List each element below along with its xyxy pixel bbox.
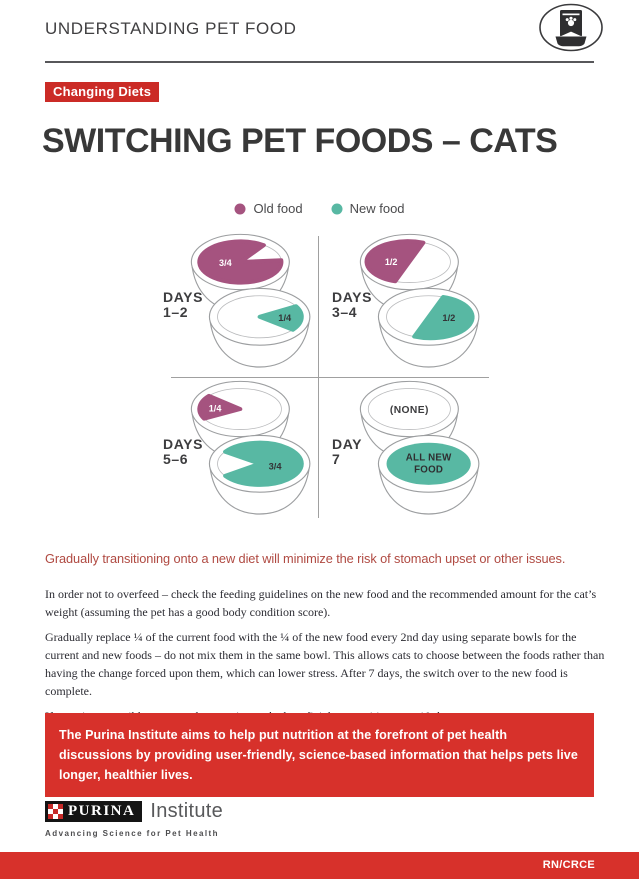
new-food-dot bbox=[331, 203, 343, 215]
legend-item-old bbox=[234, 201, 302, 216]
purina-wordmark-box bbox=[45, 801, 142, 822]
quadrant-day-7 bbox=[332, 377, 495, 523]
day-label-line2: 7 bbox=[332, 451, 341, 468]
wedge-fraction-label: 1/2 bbox=[442, 312, 456, 323]
legend-item-new bbox=[331, 201, 405, 216]
header-title: UNDERSTANDING PET FOOD bbox=[45, 19, 297, 38]
purina-wordmark: PURINA bbox=[68, 803, 136, 819]
pet-food-bag-svg bbox=[538, 3, 604, 53]
day-label-line2: 5–6 bbox=[163, 451, 189, 468]
page-title: SWITCHING PET FOODS – CATS bbox=[42, 122, 558, 160]
paragraph: Gradually replace ¼ of the current food with the ¼ of the new food every 2nd day using separate bowls for the current and new foods – do not mix them in the same bowl. This allows cats to choose between the foods rather than having the change forced upon them, which can lower stress. After 7 days, the switch over to the new food is complete. bbox=[45, 630, 605, 698]
logo-row bbox=[45, 800, 223, 823]
section-badge: Changing Diets bbox=[45, 82, 159, 102]
wedge-fraction-label: 3/4 bbox=[268, 461, 282, 472]
wedge-fraction-label: 1/4 bbox=[278, 312, 292, 323]
paragraph: In order not to overfeed – check the feeding guidelines on the new food and the recommended amount for the cat’s weight (assuming the pet has a good body condition score). bbox=[45, 587, 597, 619]
quadrant-days-5-6 bbox=[163, 377, 326, 523]
quadrant-days-1-2 bbox=[163, 230, 326, 376]
wedge-fraction-label: 3/4 bbox=[219, 257, 232, 268]
day-label-line1: DAY bbox=[332, 436, 363, 452]
day-label-line1: DAYS bbox=[163, 289, 204, 305]
day-label bbox=[332, 290, 372, 321]
mission-banner: The Purina Institute aims to help put nutrition at the forefront of pet health discussions by providing user-friendly, science-based information that helps pets live longer, healthier lives. bbox=[45, 713, 594, 797]
new-food-full-fill bbox=[387, 443, 471, 485]
day-label-line1: DAYS bbox=[163, 436, 204, 452]
legend-label-old: Old food bbox=[253, 201, 303, 216]
wedge-fraction-label: 1/2 bbox=[384, 257, 398, 268]
new-food-bowl bbox=[209, 288, 309, 367]
new-food-bowl bbox=[378, 288, 478, 367]
day-label-line2: 3–4 bbox=[332, 304, 358, 321]
doc-code: RN/CRCE bbox=[542, 859, 595, 871]
body-copy bbox=[45, 585, 605, 725]
all-new-food-label: FOOD bbox=[414, 464, 444, 476]
quadrant-days-3-4 bbox=[332, 230, 495, 376]
transition-diagram bbox=[163, 230, 497, 524]
institute-wordmark: Institute bbox=[150, 800, 224, 822]
purina-institute-logo bbox=[45, 800, 223, 838]
new-food-bowl bbox=[209, 435, 309, 514]
all-new-food-label: ALL NEW bbox=[405, 452, 452, 464]
checkerboard-icon bbox=[48, 804, 63, 819]
day-label bbox=[163, 437, 203, 468]
legend bbox=[0, 201, 639, 216]
bag-fold-line bbox=[563, 14, 580, 16]
logo-tagline: Advancing Science for Pet Health bbox=[45, 829, 219, 838]
legend-label-new: New food bbox=[349, 201, 405, 216]
wedge-fraction-label: 1/4 bbox=[208, 403, 222, 414]
day-label bbox=[163, 290, 203, 321]
lead-text: Gradually transitioning onto a new diet will minimize the risk of stomach upset or other issues. bbox=[45, 551, 566, 566]
header-divider bbox=[45, 61, 594, 63]
pet-food-bag-icon bbox=[538, 3, 604, 58]
food-bowl-shape bbox=[556, 37, 587, 47]
new-food-bowl-full bbox=[378, 435, 478, 514]
day-label-line1: DAYS bbox=[332, 289, 373, 305]
none-label: (NONE) bbox=[389, 404, 429, 416]
old-food-dot bbox=[234, 203, 246, 215]
day-label bbox=[332, 437, 362, 468]
day-label-line2: 1–2 bbox=[163, 304, 189, 321]
bottom-bar bbox=[0, 852, 639, 879]
